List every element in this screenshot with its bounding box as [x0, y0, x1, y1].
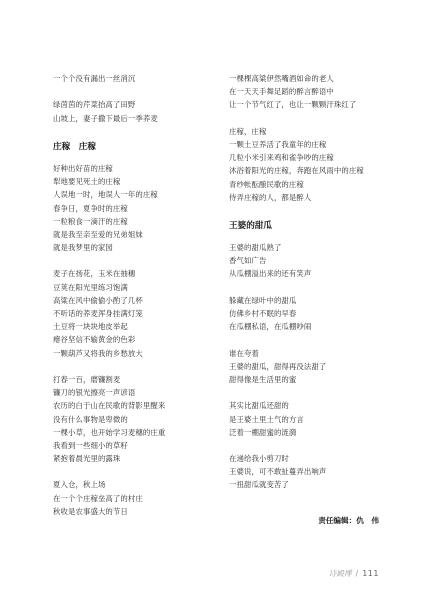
poem-line: 农历的白于山在民歌的背影里醒来: [53, 401, 166, 411]
poem-line: 土豆将一块块地皮举起: [53, 322, 128, 332]
poem-line: 让一个节气红了，也让一颗颗汗珠红了: [229, 100, 357, 110]
page-footer: [329, 568, 379, 579]
poem-line: 紧抱着晨光里的露珠: [53, 454, 121, 464]
stanza-g: [229, 452, 397, 492]
stanza-gap: [229, 204, 397, 217]
stanza-gap: [53, 85, 221, 98]
footer-separator: /: [355, 569, 359, 578]
stanza-a: [229, 72, 397, 112]
poem-line: 高粱在风中偷偷小酌了几杯: [53, 295, 143, 305]
poem-line: 就是我至亲至爱的兄弟姐妹: [53, 229, 143, 239]
poem-line: 青纱帐酝酿民歌的庄稼: [229, 179, 304, 189]
poem-line: 一粒粮食一滴汗的庄稼: [53, 216, 128, 226]
poem-line: 在一个个庄稼垒高了的村庄: [53, 493, 143, 503]
poem-line: 春争日，夏争时的庄稼: [53, 203, 128, 213]
stanza-d: [229, 294, 397, 334]
intro-line: 一个个没有漏出一丝消沉: [53, 74, 136, 83]
poem-line: 一棵棵高粱伊然嘴酒如命的老人: [229, 74, 334, 83]
magazine-logo: 诗殿博: [328, 569, 352, 578]
page-number: 111: [362, 569, 379, 578]
poem-line: 好种出好苗的庄稼: [53, 163, 113, 173]
stanza-c: [229, 241, 397, 281]
poem-line: 仿佛乡村不眠的早春: [229, 309, 297, 318]
poem-line: 其实比甜瓜还甜的: [229, 401, 289, 411]
poem-line: 香气如广告: [229, 256, 267, 266]
poem-line: 镰刀的银光擦亮一声谚语: [53, 388, 136, 398]
poem-line: 躲藏在绿叶中的甜瓜: [229, 295, 297, 305]
poem-line: 一扭甜瓜就变苦了: [229, 480, 289, 490]
stanza-gap: [53, 360, 221, 373]
poem-line: 是王婆土里土气的方言: [229, 414, 304, 424]
stanza-gap: [53, 465, 221, 478]
poem-line: 犁地要见死土的庄稼: [53, 177, 121, 187]
poem-line: 一颗土豆养活了我童年的庄稼: [229, 139, 327, 149]
poem-line: 沐浴着阳光的庄稼，奔跑在风雨中的庄稼: [229, 166, 364, 176]
poem-line: 一颗葫芦又将我的乡愁放大: [53, 348, 143, 358]
stanza-1: [53, 162, 221, 254]
poem-line: 几粒小米引来鸡和雀争吵的庄稼: [229, 153, 334, 163]
poem-line: 不听话的荞麦浑身挂满灯笼: [53, 309, 143, 318]
poem-line: 在瓜棚私语，在瓜棚吵闹: [229, 322, 312, 332]
poem-line: 秋收是农事盛大的节日: [53, 506, 128, 516]
poem-line: 夏入仓，秋上场: [53, 480, 106, 490]
poem-line: 泛着一棚甜蜜的涟漪: [229, 427, 297, 437]
stanza-3: [53, 373, 221, 465]
stanza-gap: [229, 112, 397, 125]
poem-line: 没有什么事物是卑微的: [53, 414, 128, 424]
stanza-f: [229, 399, 397, 439]
poem-line: 瘪谷坚信不输黄金的色彩: [53, 335, 136, 345]
editor-credit: 责任编辑：仇 伟: [318, 516, 379, 525]
stanza-gap: [229, 281, 397, 294]
poem-line: 人误地一时，地误人一年的庄稼: [53, 190, 158, 200]
intro-line: 绿茵茵的芹菜抬高了田野: [53, 100, 136, 110]
poem-line: 侍弄庄稼的人，都是醉人: [229, 192, 312, 202]
poem-line: 庄稼，庄稼: [229, 126, 267, 136]
poem-title-wangpo: 王婆的甜瓜: [229, 221, 272, 232]
poem-line: 王婆说，可不敢扯蔓弄出响声: [229, 467, 327, 477]
stanza-gap: [53, 125, 221, 138]
stanza-gap: [229, 333, 397, 346]
stanza-b: [229, 125, 397, 204]
right-column: [229, 72, 397, 492]
stanza-2: [53, 267, 221, 359]
poem-line: 从瓜棚溢出来的还有笑声: [229, 269, 312, 279]
poem-title-zhuangjia: 庄稼 庄稼: [53, 141, 96, 152]
poem-line: 就是我梦里的家园: [53, 243, 113, 253]
poem-line: 甜得像是生活里的蜜: [229, 374, 297, 384]
stanza-4: [53, 478, 221, 518]
poem-line: 在递给我小剪刀时: [229, 454, 289, 464]
intro-line: 山坡上，妻子撒下最后一季荞麦: [53, 113, 158, 123]
poem-line: 麦子在扬花，玉米在抽穗: [53, 269, 136, 279]
left-column: [53, 72, 221, 518]
poem-line: 在一天天手舞足蹈的醉言醉语中: [229, 87, 334, 97]
poem-line: 一棵小草，也开始学习麦穗的庄重: [53, 427, 166, 437]
stanza-gap: [53, 254, 221, 267]
poem-line: 王婆的甜瓜熟了: [229, 243, 282, 253]
poem-line: 打春一百，磨镰割麦: [53, 374, 121, 384]
poem-line: 我看到一些细小的草籽: [53, 440, 128, 450]
poem-line: 谁在夸着: [229, 348, 259, 358]
stanza-e: [229, 347, 397, 387]
poem-line: 王婆的甜瓜，甜得再没法甜了: [229, 361, 327, 371]
stanza-gap: [229, 439, 397, 452]
poem-line: 豆荚在阳光里练习饱满: [53, 282, 128, 292]
stanza-gap: [229, 386, 397, 399]
